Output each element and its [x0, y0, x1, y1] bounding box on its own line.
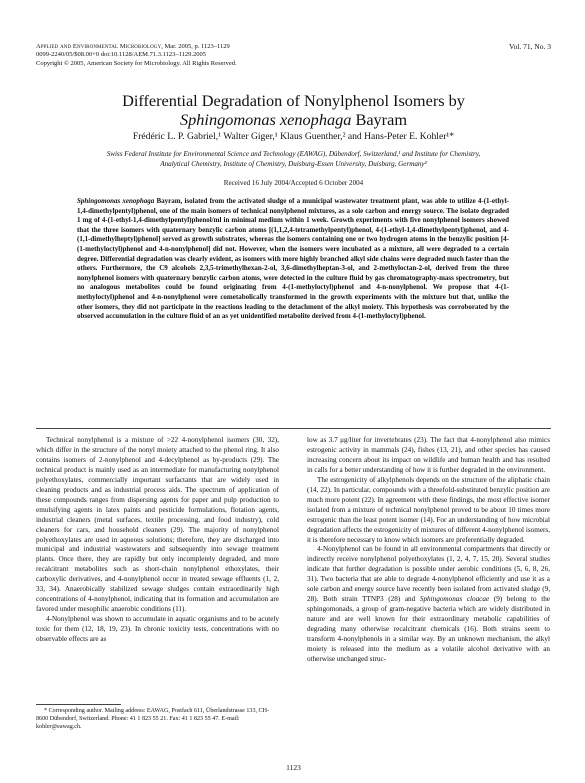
journal-name: Applied and Environmental Microbiology: [36, 43, 162, 50]
body-paragraph: The estrogenicity of alkylphenols depends on the structure of the aliphatic chain (14, 22). In particular, compounds with a threefold-substituted benzylic position are much more potent (22). In agreement with these findings, the most effective isomer isolated from a mixture of technical nonylphenol proved to be about 10 times more estrogenic than the least potent isomer (14). For an understanding of how microbial degradation affects the estrogenicity of mixtures of different 4-nonylphenol isomers, it is therefore necessary to know which isomers are preferentially degraded.: [307, 475, 550, 544]
body-column-right: [307, 436, 550, 665]
received-dates: Received 16 July 2004/Accepted 6 October 2004: [223, 179, 364, 187]
body-paragraph: [307, 545, 550, 664]
affiliation-line-1: Swiss Federal Institute for Environmental Science and Technology (EAWAG), Dübendorf, Switzerland,¹ and Institute for Chemistry,: [106, 150, 481, 158]
section-divider: [36, 428, 551, 429]
running-header: [36, 43, 551, 68]
copyright-line: Copyright © 2005, American Society for Microbiology. All Rights Reserved.: [36, 59, 237, 67]
body-paragraph: 4-Nonylphenol was shown to accumulate in aquatic organisms and to be acutely toxic for them (12, 18, 19, 23). In chronic toxicity tests, concentrations with no observable effects are as: [36, 615, 279, 644]
footnote-divider: [36, 704, 121, 705]
citation-line: [36, 43, 551, 51]
affiliation-line-2: Analytical Chemistry, Institute of Chemistry, Duisburg-Essen University, Duisburg, Germany²: [160, 159, 427, 168]
species-name: Sphingomonas cloacae: [419, 595, 490, 604]
citation-tail: , Mar. 2005, p. 1123–1129: [161, 43, 230, 50]
body-paragraph: Technical nonylphenol is a mixture of >22 4-nonylphenol isomers (30, 32), which differ in the structure of the nonyl moiety attached to the phenol ring. It also contains isomers of 2-nonylphenol and 4-decylphenol as by-products (29). The technical product is mainly used as an intermediate for manufacturing nonylphenol polyethoxylates, commercially important surfactants that are widely used in cleaning products and as industrial process aids. The spectrum of application of these compounds ranges from dispersing agents for paper and pulp production to emulsifying agents in latex paints and pesticide formulations, flotation agents, industrial cleaners (metal surfaces, textile processing, and food industry), cold cleaners for cars, and household cleaners (29). The majority of nonylphenol polyethoxylates are used in aqueous solutions; therefore, they are discharged into municipal and industrial wastewaters and subsequently into sewage treatment plants. Once there, they are rapidly but only incompletely degraded, and more recalcitrant metabolites such as short-chain nonylphenol ethoxylates, their carboxylic derivatives, and 4-nonylphenol occur in treated sewage effluents (1, 2, 33, 34). Anaerobically stabilized sewage sludges contain extraordinarily high concentrations of 4-nonylphenol, indicating that its formation and accumulation are favored under mesophilic anaerobic conditions (11).: [36, 436, 279, 614]
author-list: Frédéric L. P. Gabriel,¹ Walter Giger,¹ Klaus Guenther,² and Hans-Peter E. Kohler¹*: [132, 131, 455, 142]
title-line-2: [36, 110, 551, 129]
volume-issue: Vol. 71, No. 3: [509, 42, 551, 51]
title-species: Sphingomonas xenophaga: [180, 110, 352, 129]
article-title: [36, 91, 551, 129]
body-text: (9) belong to the sphingomonads, a group of gram-negative bacteria which are widely distributed in nature and are well known for their extraordinary metabolic capabilities of degrading many otherwise recalcitrant chemicals (16). Both strains seem to transform 4-nonylphenols in a similar way. By an unknown mechanism, the alkyl moiety is released into the medium as a volatile alcohol derivative with an otherwise unchanged struc-: [307, 595, 550, 663]
affiliations: [50, 150, 537, 169]
title-strain: Bayram: [351, 110, 407, 129]
issn-doi-line: 0099-2240/05/$08.00+0 doi:10.1128/AEM.71.3.1123–1129.2005: [36, 51, 206, 59]
body-paragraph: low as 3.7 μg/liter for invertebrates (23). The fact that 4-nonylphenol also mimics estrogenic activity in mammals (24), fishes (13, 21), and other species has caused increasing concern about its impact on wildlife and human health and has resulted in calls for a better understanding of how it is further degraded in the environment.: [307, 436, 550, 474]
body-column-left: [36, 436, 279, 645]
footnote: [36, 707, 279, 731]
abstract: [77, 197, 509, 322]
abstract-species: Sphingomonas xenophaga: [77, 197, 155, 205]
page-number: 1123: [286, 763, 301, 772]
corresponding-author-note: * Corresponding author. Mailing address: EAWAG, Postfach 611, Überlandstrasse 133, CH-8600 Dübendorf, Switzerland. Phone: 41 1 823 55 21. Fax: 41 1 823 55 47. E-mail: kohler@eawag.ch.: [36, 708, 270, 731]
abstract-text: Bayram, isolated from the activated sludge of a municipal wastewater treatment plant, was able to utilize 4-(1-ethyl-1,4-dimethylpentyl)phenol, one of the main isomers of technical nonylphenol mixtures, as a sole carbon and energy source. The isolate degraded 1 mg of 4-(1-ethyl-1,4-dimethylpentyl)phenol/ml in minimal medium within 1 week. Growth experiments with five nonylphenol isomers showed that the three isomers with quaternary benzylic carbon atoms [(1,1,2,4-tetramethylpentyl)phenol, 4-(1-ethyl-1,4-dimethylpentyl)phenol, and 4-(1,1-dimethylheptyl)phenol] served as growth substrates, whereas the isomers containing one or two hydrogen atoms in the benzylic position [4-(1-methyloctyl)phenol and 4-n-nonylphenol] did not. However, when the isomers were incubated as a mixture, all were degraded to a certain degree. Differential degradation was clearly evident, as isomers with more highly branched alkyl side chains were degraded much faster than the others. Furthermore, the C9 alcohols 2,3,5-trimethylhexan-2-ol, 3,6-dimethylheptan-3-ol, and 2-methyloctan-2-ol, derived from the three nonylphenol isomers with quaternary benzylic carbon atoms, were detected in the culture fluid by gas chromatography-mass spectrometry, but no analogous metabolites could be found originating from 4-(1-methyloctyl)phenol and 4-n-nonylphenol. We propose that 4-(1-methyloctyl)phenol and 4-n-nonylphenol were cometabolically transformed in the growth experiments with the mixture but that, unlike the other isomers, they did not participate in the reactions leading to the detachment of the alkyl moiety. This hypothesis was corroborated by the observed accumulation in the culture fluid of an as yet unidentified metabolite derived from 4-(1-methyloctyl)phenol.: [77, 197, 509, 321]
body-text: 4-Nonylphenol can be found in all environmental compartments that directly or indirectly receive nonylphenol polyethoxylates (1, 2, 4, 7, 15, 20). Several studies indicate that further degradation is possible under aerobic conditions (5, 6, 8, 26, 31). Two bacteria that are able to degrade 4-nonylphenol efficiently and use it as a sole carbon and energy source have recently been isolated from activated sludge (9, 28). Both strain TTNP3 (28) and: [307, 545, 550, 604]
title-line-1: Differential Degradation of Nonylphenol Isomers by: [122, 91, 465, 110]
